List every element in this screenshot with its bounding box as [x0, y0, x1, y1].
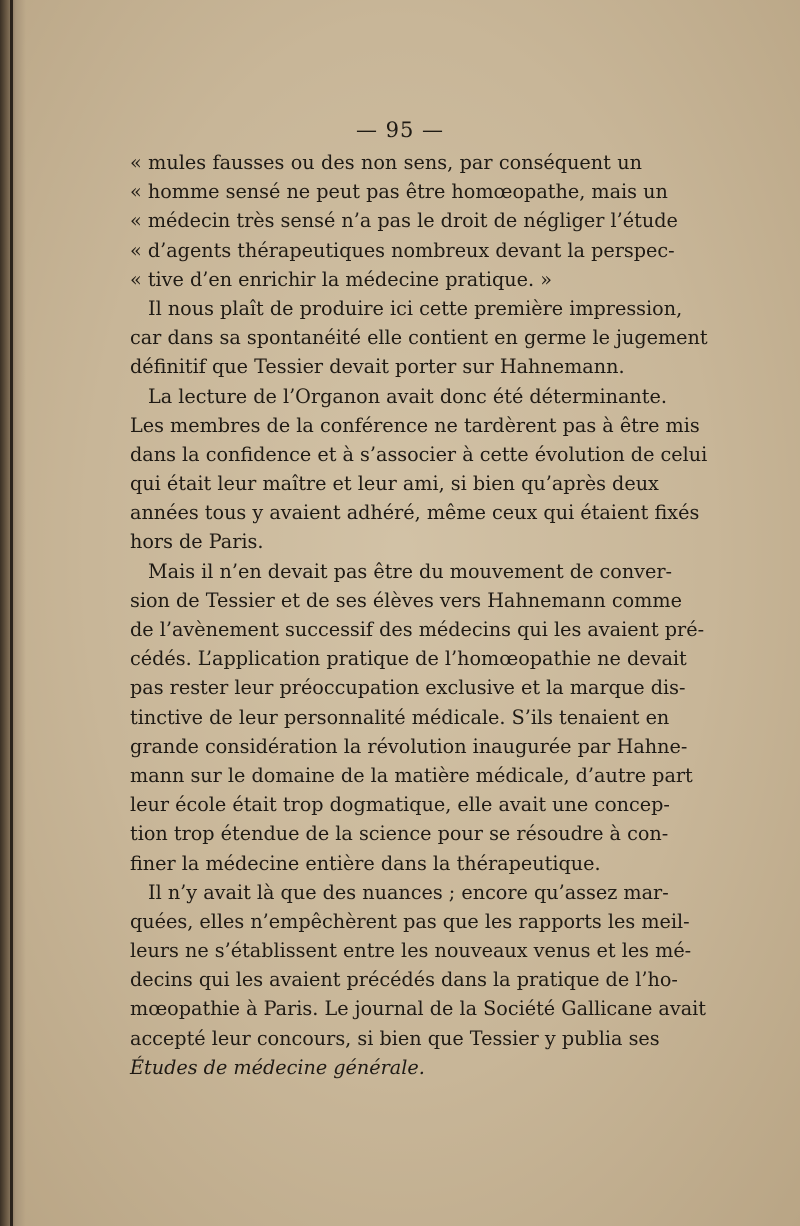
text-line: « homme sensé ne peut pas être homœopathe, mais un: [130, 180, 668, 204]
text-line: années tous y avaient adhéré, même ceux qui étaient fixés: [130, 501, 700, 525]
text-line: quées, elles n’empêchèrent pas que les rapports les meil-: [130, 909, 690, 933]
text-line: dans la confidence et à s’associer à cette évolution de celui: [130, 442, 708, 466]
text-line: « tive d’en enrichir la médecine pratique. »: [130, 267, 552, 291]
binding-edge: [0, 0, 26, 1226]
text-line: sion de Tessier et de ses élèves vers Hahnemann comme: [130, 588, 682, 612]
text-line: leur école était trop dogmatique, elle avait une concep-: [130, 793, 670, 817]
text-line: La lecture de l’Organon avait donc été déterminante.: [148, 384, 667, 408]
text-line: grande considération la révolution inaugurée par Hahne-: [130, 734, 688, 758]
text-line: leurs ne s’établissent entre les nouveaux venus et les mé-: [130, 939, 692, 963]
body-text: [130, 148, 708, 1082]
binding-line: [10, 0, 13, 1226]
text-line: Il nous plaît de produire ici cette première impression,: [148, 296, 683, 320]
text-line: « mules fausses ou des non sens, par conséquent un: [130, 151, 642, 174]
text-line: hors de Paris.: [130, 530, 264, 554]
text-line: Les membres de la conférence ne tardèrent pas à être mis: [130, 413, 700, 437]
text-line: de l’avènement successif des médecins qui les avaient pré-: [130, 618, 705, 641]
text-line: qui était leur maître et leur ami, si bien qu’après deux: [130, 472, 659, 496]
text-line: decins qui les avaient précédés dans la pratique de l’ho-: [130, 968, 678, 992]
text-line: tion trop étendue de la science pour se résoudre à con-: [130, 822, 669, 846]
text-line: Études de médecine générale.: [130, 1055, 425, 1079]
text-line: cédés. L’application pratique de l’homœopathie ne devait: [130, 647, 687, 671]
text-line: définitif que Tessier devait porter sur Hahnemann.: [130, 355, 625, 379]
text-line: car dans sa spontanéité elle contient en germe le jugement: [130, 326, 708, 350]
text-line: Il n’y avait là que des nuances ; encore qu’assez mar-: [148, 880, 669, 904]
text-line: finer la médecine entière dans la thérapeutique.: [130, 851, 601, 875]
text-line: accepté leur concours, si bien que Tessier y publia ses: [130, 1026, 660, 1050]
text-line: « médecin très sensé n’a pas le droit de négliger l’étude: [130, 209, 678, 233]
text-line: mœopathie à Paris. Le journal de la Société Gallicane avait: [130, 997, 706, 1021]
text-line: Mais il n’en devait pas être du mouvement de conver-: [148, 559, 673, 583]
text-line: tinctive de leur personnalité médicale. S’ils tenaient en: [130, 705, 670, 729]
text-line: « d’agents thérapeutiques nombreux devant la perspec-: [130, 238, 675, 262]
text-line: pas rester leur préoccupation exclusive et la marque dis-: [130, 676, 686, 700]
text-line: mann sur le domaine de la matière médicale, d’autre part: [130, 763, 693, 787]
page-number: — 95 —: [355, 118, 445, 142]
